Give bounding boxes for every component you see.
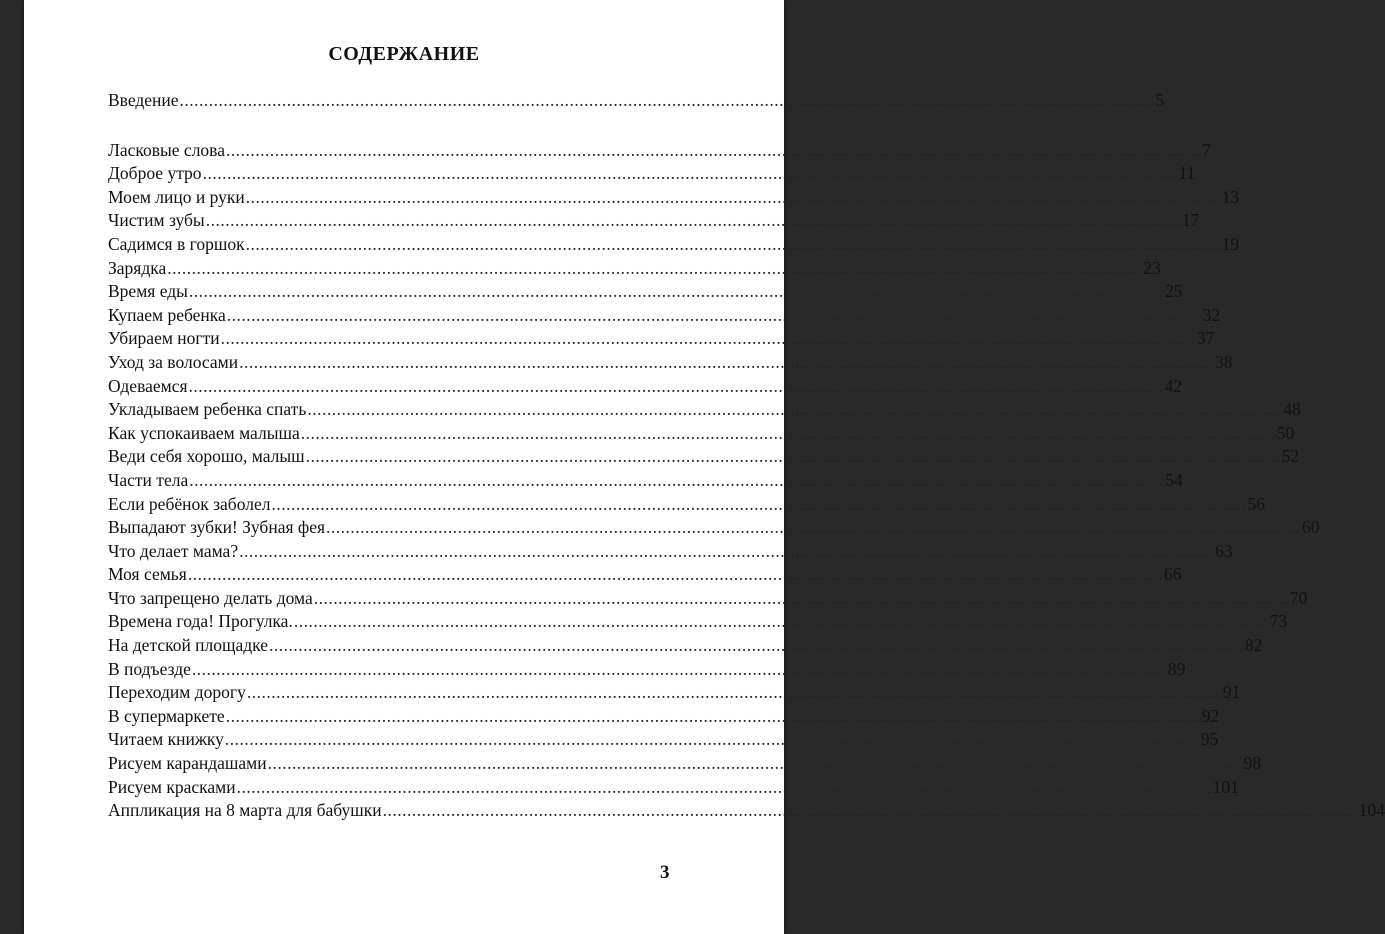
toc-entry-page: 63 xyxy=(1215,540,1233,561)
toc-leader-dots: ........................................................................................................................................................................................................ xyxy=(269,635,1245,656)
toc-leader-dots: ........................................................................................................................................................................................................ xyxy=(179,90,1155,110)
toc-leader-dots: ........................................................................................................................................................................................................ xyxy=(188,281,1164,302)
toc-entry xyxy=(108,705,1220,729)
toc-entry-title: Чистим зубы xyxy=(108,210,205,231)
toc-entry xyxy=(108,516,1320,540)
toc-entry xyxy=(108,351,1233,375)
toc-entry-title: Моя семья xyxy=(108,564,187,585)
toc-leader-dots: ........................................................................................................................................................................................................ xyxy=(224,729,1200,750)
toc-leader-dots: ........................................................................................................................................................................................................ xyxy=(267,753,1243,774)
toc-entry-title: Части тела xyxy=(108,469,189,490)
toc-entry-page: 32 xyxy=(1202,304,1221,325)
toc-entry xyxy=(108,634,1263,658)
table-of-contents xyxy=(108,89,1385,823)
toc-entry-page: 7 xyxy=(1201,139,1211,160)
toc-entry-page: 19 xyxy=(1221,233,1240,254)
toc-entry-page: 104 xyxy=(1358,800,1385,821)
toc-entry-page: 11 xyxy=(1178,163,1196,184)
toc-entry xyxy=(108,658,1186,682)
toc-entry-title: Что запрещено делать дома xyxy=(108,587,313,608)
toc-entry-page: 54 xyxy=(1165,469,1183,490)
toc-entry-page: 25 xyxy=(1164,281,1183,302)
toc-entry-page: 92 xyxy=(1201,705,1220,726)
toc-leader-dots: ........................................................................................................................................................................................................ xyxy=(245,186,1221,207)
toc-entry-page: 42 xyxy=(1164,375,1183,396)
toc-entry-page: 98 xyxy=(1243,753,1262,774)
toc-entry-title: Убираем ногти xyxy=(108,328,220,349)
toc-entry xyxy=(108,162,1196,186)
toc-entry-page: 91 xyxy=(1222,682,1241,703)
toc-entry-page: 95 xyxy=(1200,729,1219,750)
toc-entry-page: 38 xyxy=(1215,351,1233,372)
toc-entry-page: 13 xyxy=(1221,186,1240,207)
toc-leader-dots: ........................................................................................................................................................................................................ xyxy=(307,399,1283,420)
toc-entry xyxy=(108,799,1385,823)
toc-leader-dots: ........................................................................................................................................................................................................ xyxy=(293,611,1269,632)
toc-entry xyxy=(108,681,1241,705)
toc-entry xyxy=(108,280,1183,304)
toc-entry xyxy=(108,587,1308,611)
toc-leader-dots: ........................................................................................................................................................................................................ xyxy=(225,705,1201,726)
toc-leader-dots: ........................................................................................................................................................................................................ xyxy=(205,210,1181,231)
toc-entry-page: 52 xyxy=(1281,446,1300,467)
toc-leader-dots: ........................................................................................................................................................................................................ xyxy=(271,493,1247,514)
toc-entry-title: Доброе утро xyxy=(108,163,202,184)
toc-entry-page: 5 xyxy=(1155,90,1165,110)
toc-entry-title: Одеваемся xyxy=(108,375,188,396)
toc-entry-title: Садимся в горшок xyxy=(108,233,245,254)
toc-entry-page: 66 xyxy=(1163,564,1182,585)
toc-entry xyxy=(108,375,1183,399)
toc-leader-dots: ........................................................................................................................................................................................................ xyxy=(246,682,1222,703)
toc-entry-title: Зарядка xyxy=(108,257,167,278)
toc-entry-page: 23 xyxy=(1143,257,1161,278)
toc-entry-title: Рисуем красками xyxy=(108,776,236,797)
toc-leader-dots: ........................................................................................................................................................................................................ xyxy=(188,375,1164,396)
toc-entry-title: Времена года! Прогулка. xyxy=(108,611,293,632)
toc-entry xyxy=(108,610,1288,634)
toc-entry xyxy=(108,493,1265,517)
toc-entry-page: 56 xyxy=(1247,493,1265,514)
toc-entry xyxy=(108,139,1211,163)
toc-entry-title: Моем лицо и руки xyxy=(108,186,245,207)
toc-entry-title: Аппликация на 8 марта для бабушки xyxy=(108,800,382,821)
toc-entry-title: Укладываем ребенка спать xyxy=(108,399,307,420)
toc-entry-title: На детской площадке xyxy=(108,635,269,656)
toc-leader-dots: ........................................................................................................................................................................................................ xyxy=(225,139,1201,160)
toc-leader-dots: ........................................................................................................................................................................................................ xyxy=(326,517,1302,538)
toc-entry-page: 37 xyxy=(1196,328,1215,349)
toc-leader-dots: ........................................................................................................................................................................................................ xyxy=(220,328,1196,349)
toc-entry-page: 48 xyxy=(1283,399,1301,420)
toc-entry-title: Веди себя хорошо, малыш xyxy=(108,446,305,467)
toc-entry-title: Читаем книжку xyxy=(108,729,224,750)
toc-entry-title: Введение xyxy=(108,90,179,110)
toc-entry xyxy=(108,209,1200,233)
toc-entry xyxy=(108,89,1165,113)
toc-entry-title: Уход за волосами xyxy=(108,351,239,372)
toc-entry-title: Что делает мама? xyxy=(108,540,239,561)
toc-leader-dots: ........................................................................................................................................................................................................ xyxy=(239,540,1215,561)
toc-entry xyxy=(108,776,1239,800)
toc-leader-dots: ........................................................................................................................................................................................................ xyxy=(313,587,1289,608)
toc-entry-title: Если ребёнок заболел xyxy=(108,493,271,514)
toc-entry xyxy=(108,186,1240,210)
toc-entry xyxy=(108,728,1219,752)
page-title: СОДЕРЖАНИЕ xyxy=(328,43,480,65)
toc-entry xyxy=(108,540,1233,564)
toc-leader-dots: ........................................................................................................................................................................................................ xyxy=(191,658,1167,679)
toc-entry xyxy=(108,327,1215,351)
toc-entry-title: В супермаркете xyxy=(108,705,225,726)
toc-leader-dots: ........................................................................................................................................................................................................ xyxy=(239,351,1215,372)
toc-leader-dots: ........................................................................................................................................................................................................ xyxy=(245,233,1221,254)
toc-entry xyxy=(108,398,1301,422)
toc-entry xyxy=(108,257,1161,281)
toc-leader-dots: ........................................................................................................................................................................................................ xyxy=(189,469,1165,490)
toc-entry-page: 70 xyxy=(1289,587,1308,608)
toc-entry xyxy=(108,563,1182,587)
toc-leader-dots: ........................................................................................................................................................................................................ xyxy=(167,257,1143,278)
document-page xyxy=(24,0,1385,934)
toc-entry xyxy=(108,752,1262,776)
toc-entry-title: Ласковые слова xyxy=(108,139,225,160)
toc-entry-page: 101 xyxy=(1212,776,1239,797)
toc-entry-page: 89 xyxy=(1167,658,1186,679)
toc-entry-title: Переходим дорогу xyxy=(108,682,246,703)
toc-entry xyxy=(108,469,1183,493)
toc-leader-dots: ........................................................................................................................................................................................................ xyxy=(382,800,1358,821)
toc-entry-page: 73 xyxy=(1269,611,1288,632)
toc-entry-page: 17 xyxy=(1181,210,1200,231)
toc-entry-page: 60 xyxy=(1302,517,1320,538)
toc-entry-page: 50 xyxy=(1276,422,1295,443)
toc-leader-dots: ........................................................................................................................................................................................................ xyxy=(300,422,1276,443)
toc-entry-title: Как успокаиваем малыша xyxy=(108,422,300,443)
toc-entry-title: Выпадают зубки! Зубная фея xyxy=(108,517,326,538)
toc-leader-dots: ........................................................................................................................................................................................................ xyxy=(305,446,1281,467)
toc-entry xyxy=(108,422,1295,446)
toc-leader-dots: ........................................................................................................................................................................................................ xyxy=(202,163,1178,184)
toc-entry xyxy=(108,233,1240,257)
toc-entry xyxy=(108,304,1221,328)
toc-leader-dots: ........................................................................................................................................................................................................ xyxy=(187,564,1163,585)
toc-leader-dots: ........................................................................................................................................................................................................ xyxy=(236,776,1212,797)
page-number: 3 xyxy=(660,862,670,883)
toc-entry-title: Рисуем карандашами xyxy=(108,753,267,774)
toc-entry-title: Время еды xyxy=(108,281,188,302)
toc-entry-title: В подъезде xyxy=(108,658,191,679)
toc-entry xyxy=(108,445,1300,469)
toc-leader-dots: ........................................................................................................................................................................................................ xyxy=(226,304,1202,325)
toc-entry-title: Купаем ребенка xyxy=(108,304,226,325)
toc-entry-page: 82 xyxy=(1245,635,1263,656)
